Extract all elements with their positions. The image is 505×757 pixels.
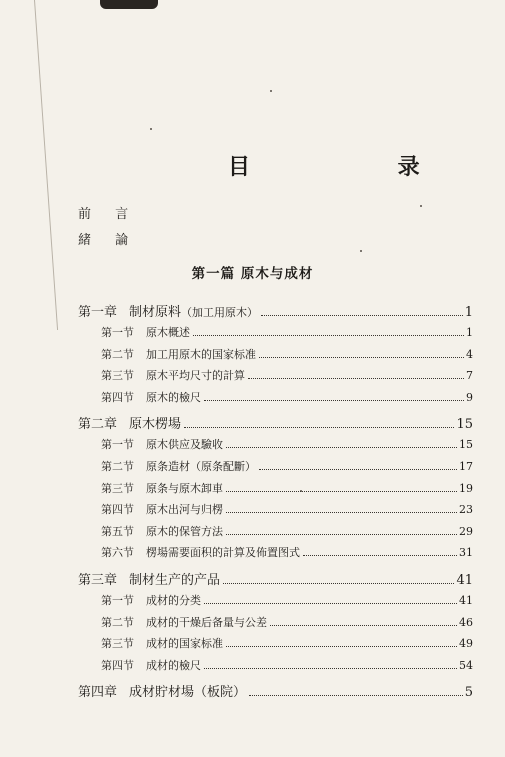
dot-leader	[204, 603, 457, 604]
page-number: 49	[459, 637, 473, 651]
section-number: 第一节	[101, 594, 134, 607]
section-title: 楞場需要面积的計算及佈置图式	[146, 546, 300, 560]
page-number: 17	[459, 460, 473, 473]
section-number: 第二节	[101, 460, 134, 473]
page-number: 41	[459, 594, 473, 607]
dot-leader	[204, 668, 457, 669]
page-number: 29	[459, 524, 473, 538]
page-number: 23	[459, 503, 473, 517]
toc-chapter-line	[78, 569, 473, 588]
dot-leader	[259, 469, 457, 470]
toc-section-line	[101, 346, 473, 362]
page-number: 7	[466, 369, 473, 383]
section-number: 第一节	[101, 438, 134, 452]
toc-section-line	[101, 544, 473, 560]
toc-entry-label	[101, 480, 223, 496]
section-title: 原木出河与归楞	[146, 503, 223, 517]
dot-leader	[248, 378, 464, 379]
toc-entry-label	[101, 635, 223, 651]
toc-section-line	[101, 523, 473, 539]
toc-section-line	[101, 324, 473, 340]
chapter-number: 第四章	[78, 685, 118, 701]
toc-entry-label	[78, 569, 220, 588]
section-title: 成材的檢尺	[146, 658, 201, 672]
page-number: 46	[459, 615, 473, 629]
page-number: 41	[456, 573, 473, 588]
dot-leader	[249, 695, 463, 696]
chapter-number: 第三章	[78, 573, 118, 588]
toc-section-line	[101, 389, 473, 405]
dot-leader	[270, 625, 457, 626]
toc-entry-label	[101, 436, 223, 452]
section-title: 原木概述	[146, 326, 190, 339]
ink-blot	[100, 0, 158, 9]
toc-section-line	[101, 592, 473, 608]
toc-section-line	[101, 614, 473, 630]
toc-section-line	[101, 657, 473, 673]
section-number: 第二节	[101, 615, 134, 629]
dot-leader	[259, 357, 464, 358]
toc-entry-label	[78, 681, 246, 700]
section-title: 加工用原木的国家标准	[146, 347, 256, 361]
toc-entry-label	[101, 657, 201, 673]
chapter-number: 第二章	[78, 417, 118, 433]
toc-chapter-line	[78, 301, 473, 320]
section-title: 原木平均尺寸的計算	[146, 369, 245, 383]
toc-entry-label	[101, 614, 267, 630]
toc-section-line	[101, 458, 473, 474]
toc-entry-label	[101, 458, 256, 474]
chapter-title: 制材原料	[129, 305, 182, 320]
speck	[150, 128, 152, 130]
page-number: 19	[459, 481, 473, 495]
section-title: 成材的分类	[146, 594, 201, 607]
toc-section-line	[101, 635, 473, 651]
dot-leader	[226, 534, 457, 535]
section-number: 第四节	[101, 390, 134, 404]
page-number: 31	[459, 546, 473, 560]
section-number: 第四节	[101, 658, 134, 672]
page-number: 5	[464, 685, 473, 701]
chapter-title: 成材貯材場（板院）	[129, 685, 247, 701]
chapter-number: 第一章	[78, 305, 118, 320]
page-number: 1	[466, 326, 473, 339]
chapter-subtitle: （加工用原木）	[181, 306, 259, 319]
toc-entry-label	[101, 544, 300, 560]
section-number: 第三节	[101, 637, 134, 651]
section-number: 第四节	[101, 503, 134, 517]
page-number: 1	[464, 305, 473, 320]
page-number: 15	[459, 438, 473, 452]
section-title: 原条与原木卸車	[146, 481, 223, 495]
section-title: 原木供应及驗收	[146, 438, 223, 452]
section-number: 第三节	[101, 481, 134, 495]
toc-entry-label	[101, 523, 223, 539]
toc-section-line	[101, 501, 473, 517]
section-number: 第一节	[101, 326, 134, 339]
toc-entry-label	[101, 501, 223, 517]
speck	[420, 205, 422, 207]
section-number: 第五节	[101, 524, 134, 538]
dot-leader	[226, 512, 457, 513]
toc-section-line	[101, 436, 473, 452]
chapter-title: 原木楞場	[129, 417, 182, 433]
dot-leader	[204, 400, 464, 401]
chapter-title: 制材生产的产品	[129, 573, 221, 588]
dot-leader	[226, 646, 457, 647]
page-number: 15	[456, 417, 473, 433]
section-title: 原木的檢尺	[146, 390, 201, 404]
dot-leader	[223, 583, 454, 584]
dot-leader	[184, 427, 454, 428]
toc-chapter-line	[78, 681, 473, 700]
page-number: 54	[459, 658, 473, 672]
speck	[360, 250, 362, 252]
section-number: 第六节	[101, 546, 134, 560]
toc-section-line	[101, 480, 473, 496]
section-title: 原木的保管方法	[146, 524, 223, 538]
page-number: 4	[466, 347, 473, 361]
toc-title: 目 录	[228, 154, 490, 180]
toc-entry-label	[101, 389, 201, 405]
toc-entry-label	[101, 346, 256, 362]
toc-entry-label	[78, 301, 258, 320]
dot-leader	[261, 315, 463, 316]
front-matter-preface: 前 言	[78, 207, 139, 222]
dot-leader	[303, 555, 457, 556]
section-number: 第三节	[101, 369, 134, 383]
page-number: 9	[466, 390, 473, 404]
section-title: 原条造材（原条配斷）	[146, 460, 256, 473]
section-title: 成材的干燥后备量与公差	[146, 615, 267, 629]
toc-entry-label	[101, 592, 201, 608]
dot-leader	[226, 447, 457, 448]
toc-entry-label	[101, 324, 190, 340]
dot-leader	[226, 491, 457, 492]
front-matter-introduction: 緒 論	[78, 233, 139, 248]
dot-leader	[193, 335, 464, 336]
part-heading: 第一篇 原木与成材	[191, 266, 314, 282]
toc-entry-label	[78, 413, 181, 432]
speck	[270, 90, 272, 92]
toc-section-line	[101, 367, 473, 383]
section-number: 第二节	[101, 347, 134, 361]
toc-chapter-line	[78, 413, 473, 432]
section-title: 成材的国家标准	[146, 637, 223, 651]
toc-entry-label	[101, 367, 245, 383]
